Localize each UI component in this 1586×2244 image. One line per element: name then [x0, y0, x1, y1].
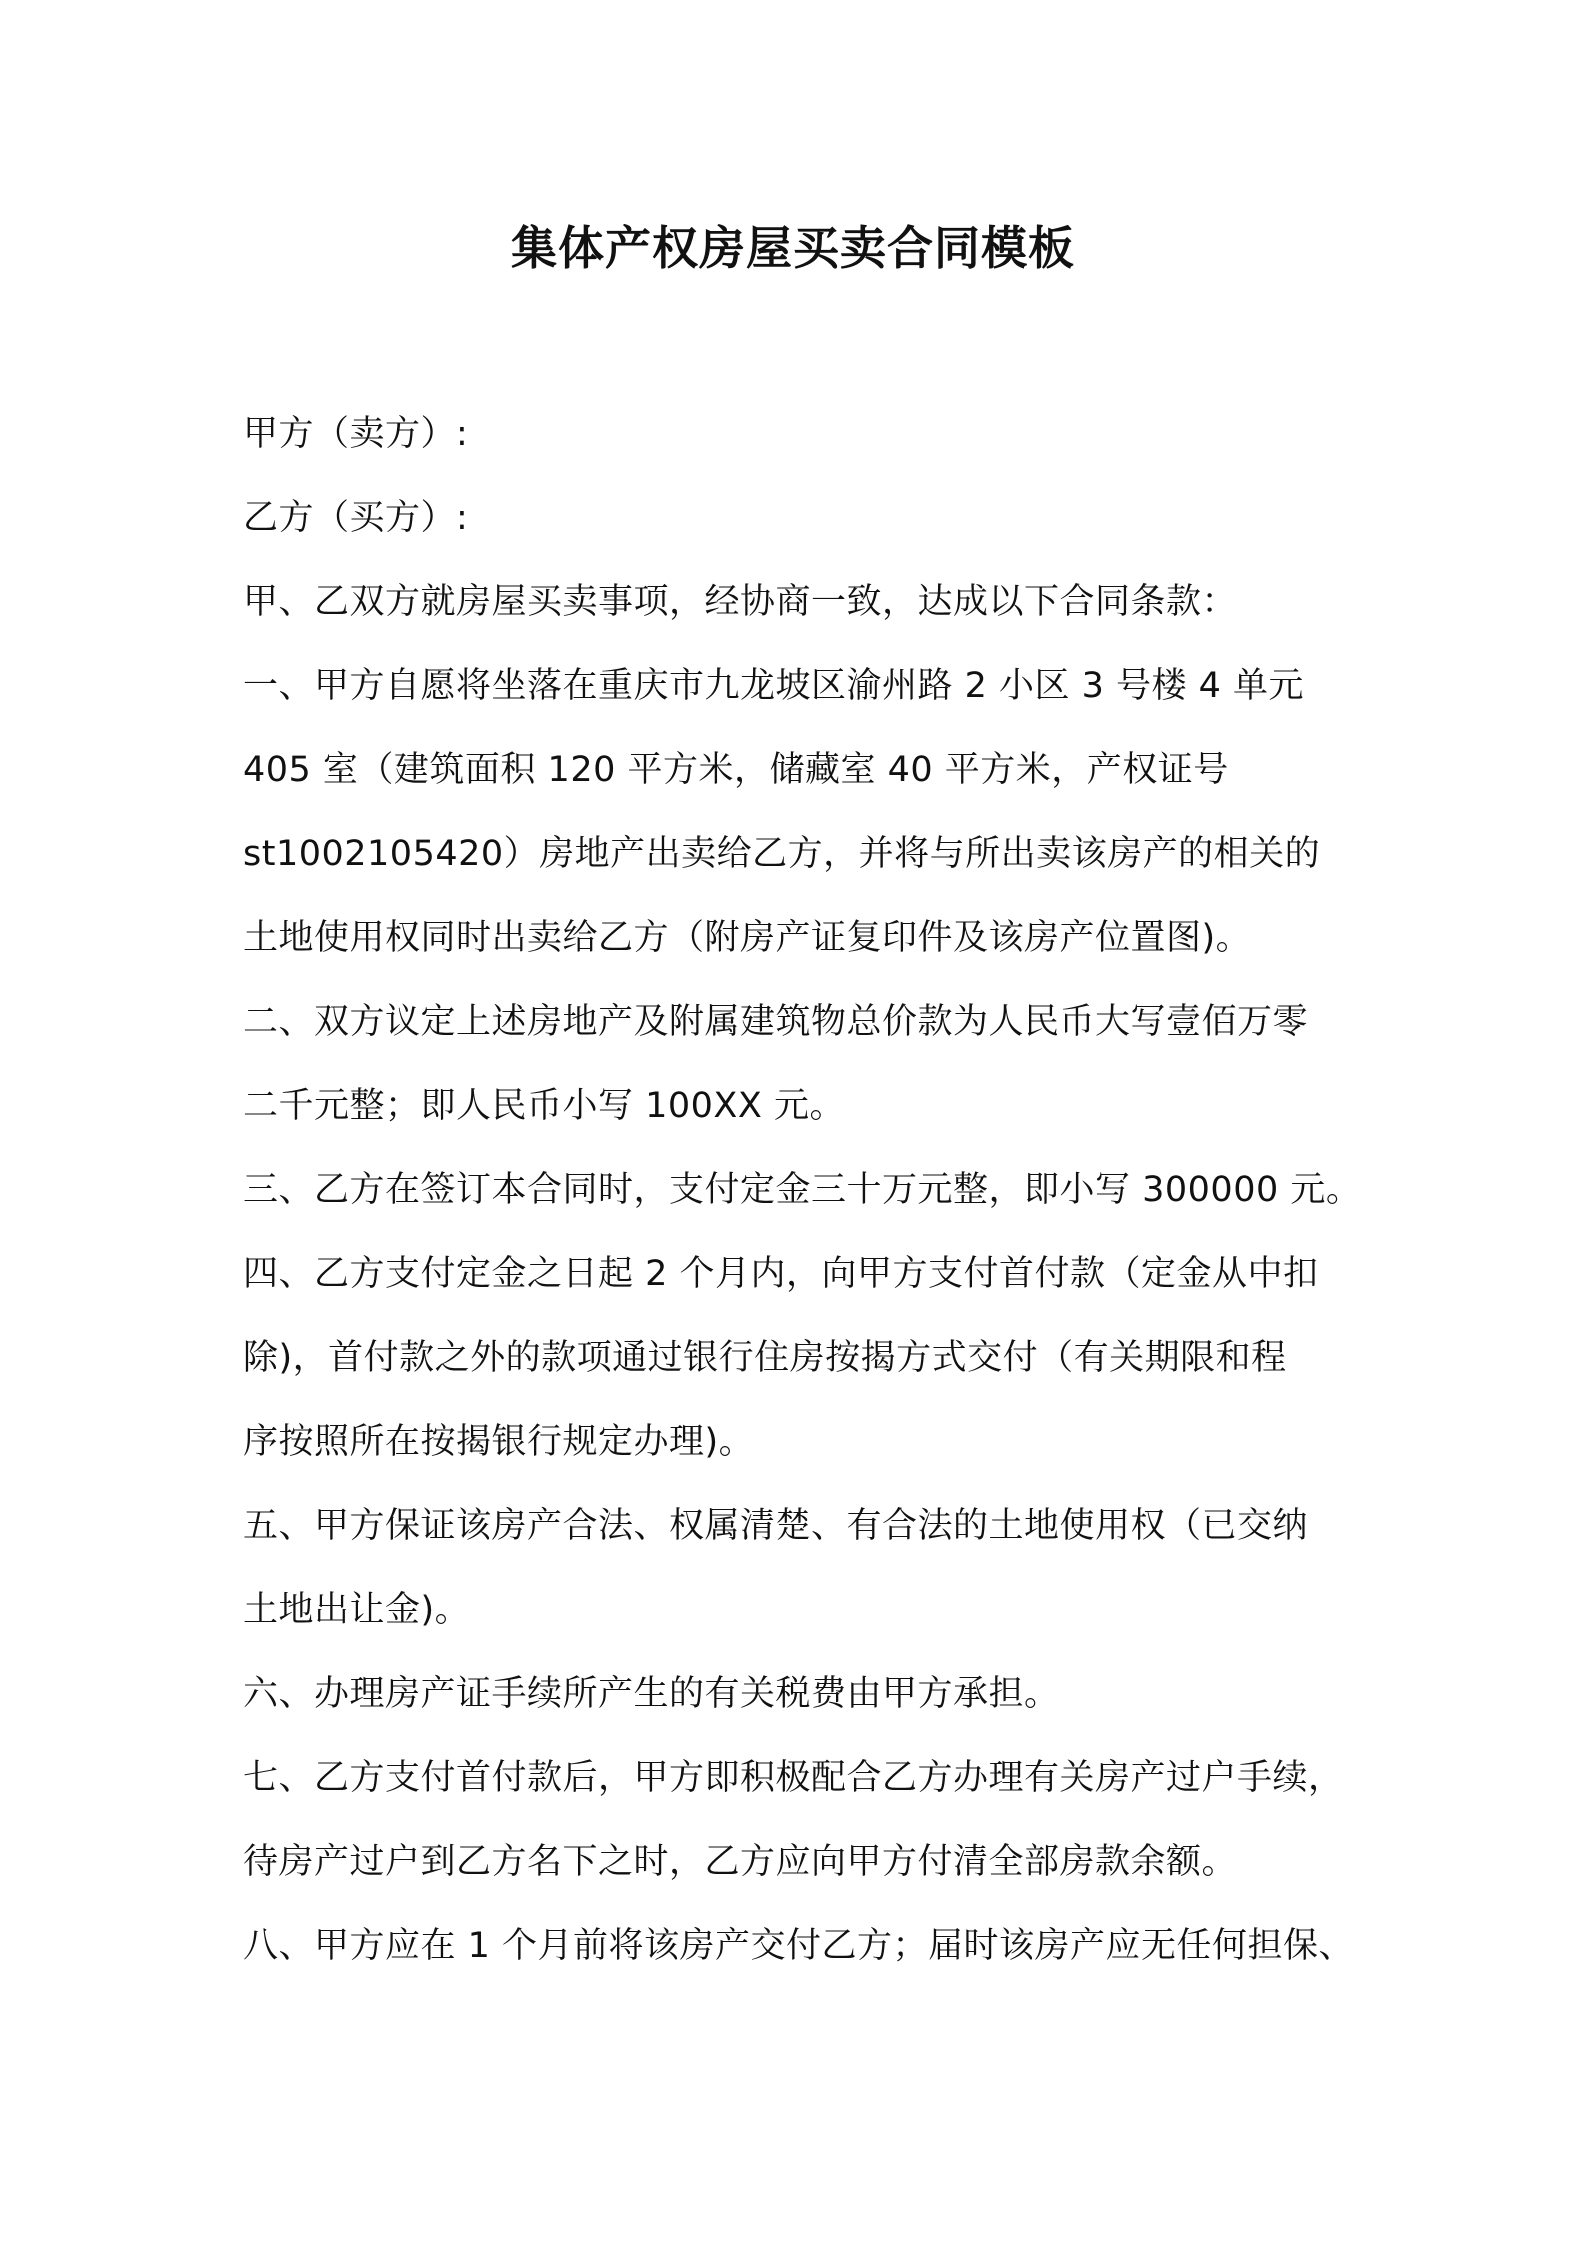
party-b-line: 乙方（买方）: [243, 498, 469, 538]
clause-8-line-1: 八、甲方应在 1 个月前将该房产交付乙方；届时该房产应无任何担保、 [243, 1926, 1355, 1966]
clause-5-line-2: 土地出让金)。 [243, 1590, 471, 1630]
preamble-line: 甲、乙双方就房屋买卖事项，经协商一致，达成以下合同条款： [243, 582, 1238, 622]
clause-1-line-3: st1002105420）房地产出卖给乙方，并将与所出卖该房产的相关的 [243, 834, 1321, 874]
document-body [243, 404, 1362, 2000]
clause-4-line-3: 序按照所在按揭银行规定办理)。 [243, 1422, 755, 1462]
clause-4-line-2: 除)，首付款之外的款项通过银行住房按揭方式交付（有关期限和程 [243, 1338, 1287, 1378]
clause-1-line-2: 405 室（建筑面积 120 平方米，储藏室 40 平方米，产权证号 [243, 750, 1229, 790]
clause-2-line-1: 二、双方议定上述房地产及附属建筑物总价款为人民币大写壹佰万零 [243, 1002, 1309, 1042]
clause-4-line-1: 四、乙方支付定金之日起 2 个月内，向甲方支付首付款（定金从中扣 [243, 1254, 1319, 1294]
party-a-line: 甲方（卖方）: [243, 414, 469, 454]
clause-6-line-1: 六、办理房产证手续所产生的有关税费由甲方承担。 [243, 1674, 1060, 1714]
clause-7-line-1: 七、乙方支付首付款后，甲方即积极配合乙方办理有关房产过户手续， [243, 1758, 1344, 1798]
clause-7-line-2: 待房产过户到乙方名下之时，乙方应向甲方付清全部房款余额。 [243, 1842, 1238, 1882]
clause-5-line-1: 五、甲方保证该房产合法、权属清楚、有合法的土地使用权（已交纳 [243, 1506, 1309, 1546]
clause-1-line-1: 一、甲方自愿将坐落在重庆市九龙坡区渝州路 2 小区 3 号楼 4 单元 [243, 666, 1305, 706]
clause-1-line-4: 土地使用权同时出卖给乙方（附房产证复印件及该房产位置图)。 [243, 918, 1252, 958]
clause-2-line-2: 二千元整；即人民币小写 100XX 元。 [243, 1086, 846, 1126]
clause-3-line-1: 三、乙方在签订本合同时，支付定金三十万元整，即小写 300000 元。 [243, 1170, 1362, 1210]
document-title: 集体产权房屋买卖合同模板 [511, 221, 1075, 275]
